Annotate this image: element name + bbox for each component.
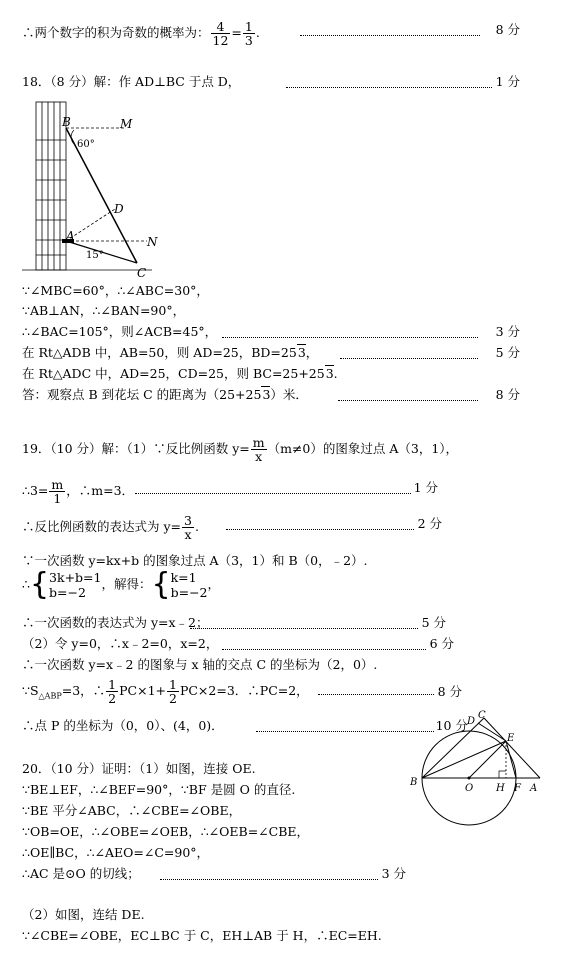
label-E: E [507, 733, 515, 744]
leader-dots [222, 649, 426, 650]
line-OE [469, 741, 506, 778]
q18-line-1: ∵∠MBC=60°，∴∠ABC=30°， [22, 283, 209, 298]
q18-header: 18．（8 分）解：作 AD⊥BC 于点 D， [22, 74, 241, 89]
q17-fraction-1: $\frac{4}{12}$ [212, 19, 229, 48]
leader-dots [226, 529, 414, 530]
leader-dots [222, 337, 478, 338]
q19-line-5: ∴一次函数的表达式为 y=x﹣2； [22, 615, 209, 630]
leader-dots [318, 694, 434, 695]
q19-line-1-score: 1 分 [413, 480, 438, 495]
label-N: N [147, 235, 158, 249]
q18-answer-score: 8 分 [495, 387, 520, 402]
solution-system: k=1 b=−2 [170, 570, 208, 600]
q20-line-7: ∵∠CBE=∠OBE，EC⊥BC 于 C，EH⊥AB 于 H，∴EC=EH. [22, 928, 382, 943]
label-angle-60: 60° [77, 139, 95, 150]
q17-score: 8 分 [495, 22, 520, 37]
point-O [468, 777, 471, 780]
line-BC [422, 718, 484, 778]
q19-line-8-score: 8 分 [437, 684, 462, 699]
q18-line-5: 在 Rt△ADC 中，AD=25，CD=25，则 BC=25+253. [22, 366, 338, 381]
q18-header-score: 1 分 [495, 74, 520, 89]
q19-line-2-score: 2 分 [417, 516, 442, 531]
q20-line-1: ∵BE⊥EF，∴∠BEF=90°，∵BF 是圆 O 的直径. [22, 782, 296, 797]
label-M: M [120, 117, 133, 131]
q20-figure [408, 708, 548, 828]
q18-figure [22, 100, 182, 280]
leader-dots [338, 400, 478, 401]
q19-line-6-score: 6 分 [429, 636, 454, 651]
q19-header: 19．（10 分）解：（1）∵反比例函数 y= $\frac{m}{x}$ （m≠0）的图象过点 A（3，1）， [22, 435, 459, 464]
q19-fraction-3-x: $\frac{3}{x}$ [184, 513, 192, 542]
q19-line-7: ∴一次函数 y=x﹣2 的图象与 x 轴的交点 C 的坐标为（2，0）. [22, 657, 378, 672]
q19-line-2: ∴反比例函数的表达式为 y= $\frac{3}{x}$ . [22, 513, 199, 542]
label-A: A [530, 783, 538, 794]
q20-header: 20．（10 分）证明：（1）如图，连接 OE. [22, 761, 256, 776]
leader-dots [300, 35, 480, 36]
label-C: C [478, 710, 486, 721]
q18-line-3: ∴∠BAC=105°，则∠ACB=45°， [22, 324, 218, 339]
q19-line-1: ∴3= $\frac{m}{1}$ ，∴m=3． [22, 477, 135, 506]
q17-fraction-2: $\frac{1}{3}$ [244, 19, 253, 48]
q18-line-3-score: 3 分 [495, 324, 520, 339]
q19-line-9-score: 10 分 [435, 718, 468, 733]
line-CA [484, 718, 540, 778]
q18-line-2: ∵AB⊥AN，∴∠BAN=90°， [22, 303, 186, 318]
q20-line-3: ∵OB=OE，∴∠OBE=∠OEB，∴∠OEB=∠CBE， [22, 824, 310, 839]
q18-answer: 答：观察点 B 到花坛 C 的距离为（25+253）米． [22, 387, 308, 402]
label-D: D [114, 202, 124, 216]
q19-system: ∴{ 3k+b=1 b=−2 ，解得：{ k=1 b=−2 ， [22, 567, 221, 602]
q18-line-4-score: 5 分 [495, 345, 520, 360]
sqrt: 3 [297, 345, 306, 360]
q19-line-3: ∵一次函数 y=kx+b 的图象过点 A（3，1）和 B（0，﹣2）. [22, 553, 368, 568]
q17-conclusion: ∴两个数字的积为奇数的概率为： $\frac{4}{12}$ = $\frac{1}{3}$ . [22, 19, 260, 48]
sqrt: 3 [325, 366, 334, 381]
q20-line-5-score: 3 分 [381, 866, 406, 881]
q20-line-2: ∵BE 平分∠ABC，∴∠CBE=∠OBE， [22, 803, 242, 818]
q20-line-5: ∴AC 是⊙O 的切线； [22, 866, 140, 881]
line-DE [478, 723, 506, 741]
leader-dots [190, 628, 418, 629]
leader-dots [286, 87, 492, 88]
label-B: B [62, 115, 71, 129]
q18-line-4: 在 Rt△ADB 中，AB=50，则 AD=25，BD=253， [22, 345, 319, 360]
q19-fraction-m-1: $\frac{m}{1}$ [51, 477, 64, 506]
q19-line-9: ∴点 P 的坐标为（0，0）、(4，0)． [22, 718, 224, 733]
q17-prefix: ∴两个数字的积为奇数的概率为： [22, 25, 210, 40]
q19-line-6: （2）令 y=0，∴x﹣2=0，x=2， [22, 636, 219, 651]
fraction-half: $\frac{1}{2}$ [108, 677, 117, 706]
equation-system: 3k+b=1 b=−2 [49, 570, 102, 600]
leader-dots [160, 879, 378, 880]
label-F: F [514, 783, 521, 794]
label-H: H [496, 783, 505, 794]
label-D: D [467, 716, 476, 727]
q20-line-6: （2）如图，连结 DE. [22, 907, 145, 922]
fraction-half: $\frac{1}{2}$ [169, 677, 177, 706]
label-O: O [465, 783, 474, 794]
label-angle-15: 15° [86, 250, 104, 261]
label-B: B [410, 777, 418, 788]
q20-line-4: ∴OE∥BC，∴∠AEO=∠C=90°， [22, 845, 210, 860]
sqrt: 3 [262, 387, 271, 402]
right-angle-mark [499, 771, 506, 778]
label-A: A [66, 229, 75, 243]
q19-line-5-score: 5 分 [421, 615, 446, 630]
leader-dots [135, 493, 411, 494]
q19-fraction-m-x: $\frac{m}{x}$ [252, 435, 265, 464]
q19-line-8: $\because S_{\triangle ABP}=3$，∴ $\frac{1}{2}$ PC×1+ $\frac{1}{2}$ PC×2=3．∴PC=2， [22, 677, 309, 706]
leader-dots [340, 358, 478, 359]
label-C: C [137, 266, 147, 280]
